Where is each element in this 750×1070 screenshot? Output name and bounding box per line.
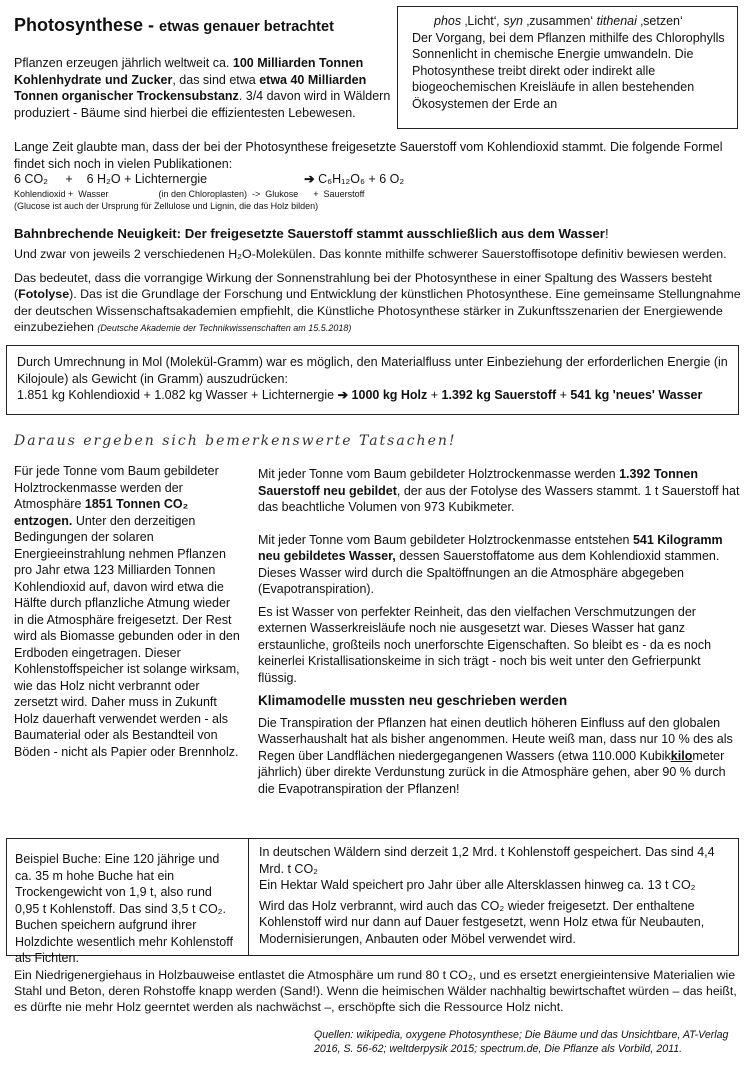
etymology-line-3: Sonnenlicht in chemische Energie umwandeln. Die — [412, 47, 694, 61]
etymology-line-5: biogeochemischen Kreisläufe in allen bestehenden — [412, 80, 695, 94]
formula-arrow-icon: ➔ — [304, 172, 315, 186]
formula-intro: Lange Zeit glaubte man, dass der bei der Photosynthese freigesetzte Sauerstoff vom Kohlendioxid stammt. Die folgende Formel findet sich noch in vielen Publikationen: — [14, 140, 723, 171]
news-heading: Bahnbrechende Neuigkeit: Der freigesetzte Sauerstoff stammt ausschließlich aus dem Wasser! — [14, 226, 609, 241]
formula-right: C₆H₁₂O₆ + 6 O₂ — [318, 172, 405, 186]
mol-box — [6, 345, 739, 415]
etymology-line-6: Ökosystemen der Erde an — [412, 96, 558, 111]
title-main: Photosynthese — [14, 15, 144, 35]
beech-box — [6, 838, 249, 965]
etymology-line-1: phos ‚Licht‘, syn ‚zusammen‘ tithenai ‚setzen‘ — [434, 14, 683, 28]
sources: Quellen: wikipedia, oxygene Photosynthese; Die Bäume und das Unsichtbare, AT-Verlag 2016, S. 56-62; weltderpysik 2015; spectrum.de, Die Pflanze als Vorbild, 2011. — [314, 1029, 729, 1055]
beech-text: Beispiel Buche: Eine 120 jährige und ca. 35 m hohe Buche hat ein Trockengewicht von 1,9 t, also rund 0,95 t Kohlenstoff. Das sind 3,5 t CO₂. Buchen speichern aufgrund ihrer Holzdichte wesentlich mehr Kohlenstoff als Fichten. — [15, 852, 233, 965]
news-paragraph-1: Und zwar von jeweils 2 verschiedenen H₂O-Molekülen. Das konnte mithilfe schwerer Sauerstoffisotope definitiv bewiesen werden. — [14, 247, 727, 261]
left-column-text: Für jede Tonne vom Baum gebildeter Holztrockenmasse werden der Atmosphäre 1851 Tonnen CO₂ entzogen. Unter den derzeitigen Bedingungen der solaren Energieeinstrahlung nehmen Pflanzen pro Jahr etwa 123 Milliarden Tonnen Kohlendioxid auf, davon wird etwa die Hälfte durch pflanzliche Atmung wieder in die Atmosphäre freigesetzt. Der Rest wird als Biomasse gebunden oder in den Erdboden eingetragen. Dieser Kohlenstoffspeicher ist solange wirksam, wie das Holz nicht verbrannt oder zersetzt wird. Daher muss in Zukunft Holz dauerhaft verwendet werden - als Baumaterial oder als Bestandteil von Böden - nicht als Papier oder Brennholz. — [14, 464, 240, 759]
climate-paragraph: Die Transpiration der Pflanzen hat einen deutlich höheren Einfluss auf den globalen Wasserhaushalt hat als bisher angenommen. Heute weiß man, dass nur 10 % des als Regen über Landflächen niedergegangenen Wassers (etwa 110.000 Kubikkilometer jährlich) über direkte Verdunstung zurück in die Atmosphäre gehen, aber 90 % durch die Evapotranspiration der Pflanzen! — [258, 715, 733, 796]
handwritten-note: Daraus ergeben sich bemerkenswerte Tatsachen! — [14, 433, 457, 449]
forest-line-1: In deutschen Wäldern sind derzeit 1,2 Mrd. t Kohlenstoff gespeichert. Das sind 4,4 Mrd. t CO₂ — [259, 845, 715, 876]
oxygen-paragraph: Mit jeder Tonne vom Baum gebildeter Holztrockenmasse werden 1.392 Tonnen Sauerstoff neu gebildet, der aus der Fotolyse des Wassers stammt. 1 t Sauerstoff hat das beachtliche Volumen von 973 Kubikmeter. — [258, 467, 740, 514]
title-dash: - — [143, 15, 160, 35]
forest-line-3: Wird das Holz verbrannt, wird auch das CO₂ wieder freigesetzt. Der enthaltene Kohlenstoff wird nur dann auf Dauer festgesetzt, wenn Holz etwa für Neubauten, Modernisierungen, Anbauten oder Möbel verwendet wird. — [259, 898, 705, 946]
formula-note: (Glucose ist auch der Ursprung für Zellulose und Lignin, die das Holz bilden) — [14, 201, 319, 211]
formula-left: 6 CO₂ + 6 H₂O + Lichternergie — [14, 172, 208, 186]
formula — [14, 171, 734, 188]
news-paragraph-2: Das bedeutet, dass die vorrangige Wirkung der Sonnenstrahlung bei der Photosynthese in einer Spaltung des Wassers besteht (Fotolyse). Das ist die Grundlage der Forschung und Entwicklung der künstlichen Photosynthese. Eine gemeinsame Stellungnahme der deutschen Wissenschaftsakademien empfiehlt, die Künstliche Photosynthese stärker in Zukunftsszenarien der Energiewende einzubeziehen (Deutsche Akademie der Technikwissenschaften am 15.5.2018) — [14, 271, 741, 335]
forest-box — [248, 838, 739, 956]
equation-arrow-icon: ➔ — [337, 388, 349, 402]
forest-line-2: Ein Hektar Wald speichert pro Jahr über alle Altersklassen hinweg ca. 13 t CO₂ — [259, 878, 696, 892]
purity-paragraph: Es ist Wasser von perfekter Reinheit, das den vielfachen Verschmutzungen der externen Wasserkreisläufe noch nie ausgesetzt war. Dieses Wasser hat ganz erstaunliche, großteils noch unerforschte Eigenschaften. So bleibt es - da es noch keinerlei Kristallisationskeime in sich trägt - noch bis weit unter den Gefrierpunkt flüssig. — [258, 604, 712, 685]
climate-heading: Klimamodelle mussten neu geschrieben werden — [258, 693, 568, 708]
intro-paragraph: Pflanzen erzeugen jährlich weltweit ca. 100 Milliarden Tonnen Kohlenhydrate und Zucker, das sind etwa etwa 40 Milliarden Tonnen organischer Trockensubstanz. 3/4 davon wird in Wäldern produziert - Bäume sind hierbei die effizientesten Lebewesen. — [14, 56, 391, 120]
etymology-line-2: Der Vorgang, bei dem Pflanzen mithilfe des Chlorophylls — [412, 30, 725, 45]
etymology-line-4: Photosynthese treibt direkt oder indirekt alle — [412, 63, 656, 78]
formula-legend: Kohlendioxid + Wasser (in den Chloroplasten) -> Glukose + Sauerstoff — [14, 189, 365, 199]
water-paragraph: Mit jeder Tonne vom Baum gebildeter Holztrockenmasse entstehen 541 Kilogramm neu gebildetes Wasser, dessen Sauerstoffatome aus dem Kohlendioxid stammen. Dieses Wasser wird durch die Spaltöffnungen an die Atmosphäre abgegeben (Evapotranspiration). — [258, 532, 723, 596]
mol-equation: 1.851 kg Kohlendioxid + 1.082 kg Wasser + Lichternergie ➔ 1000 kg Holz + 1.392 kg Sauerstoff + 541 kg 'neues' Wasser — [17, 388, 703, 402]
etymology-box — [397, 6, 738, 129]
closing-paragraph: Ein Niedrigenergiehaus in Holzbauweise entlastet die Atmosphäre um rund 80 t CO₂, und es ersetzt energieintensive Materialien wie Stahl und Beton, deren Rohstoffe knapp werden (Sand!). Wenn die heimischen Wälder nachhaltig bewirtschaftet würden – das heißt, es dürfte nie mehr Holz geerntet werden als nachwächst –, erschöpfte sich die Ressource Holz nicht. — [14, 968, 737, 1015]
title-sub: etwas genauer betrachtet — [159, 19, 334, 35]
mol-text: Durch Umrechnung in Mol (Molekül-Gramm) war es möglich, den Materialfluss unter Einbeziehung der erforderlichen Energie (in Kilojoule) als Gewicht (in Gramm) auszudrücken: — [17, 355, 728, 386]
right-column — [258, 466, 742, 797]
page-title — [14, 14, 394, 38]
